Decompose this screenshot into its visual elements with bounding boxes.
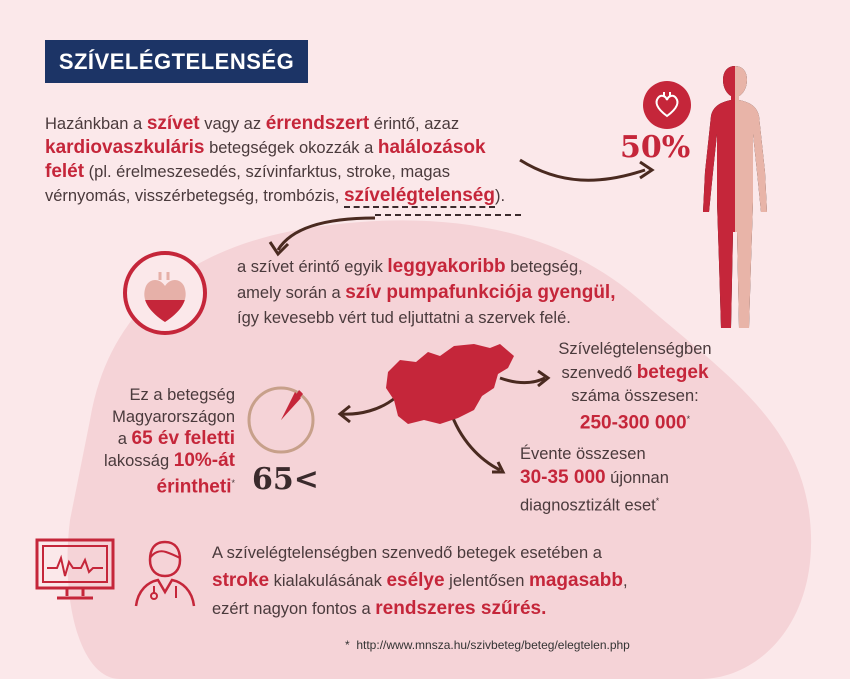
age-label: 65< xyxy=(252,462,319,497)
footnote-star: * xyxy=(345,638,350,652)
definition-text: a szívet érintő egyik leggyakoribb betegség, amely során a szív pumpafunkciója gyengül, így kevesebb vért tud eljuttatni a szervek felé. xyxy=(237,256,616,327)
hungary-map-icon xyxy=(378,338,518,430)
footnote-url[interactable]: http://www.mnsza.hu/szivbeteg/beteg/elegtelen.php xyxy=(356,638,630,652)
half-filled-heart-icon xyxy=(120,248,210,338)
yearly-text: Évente összesen 30-35 000 újonnan diagnosztizált eset* xyxy=(520,445,669,515)
heart-icon xyxy=(642,80,692,130)
monitor-ecg-icon xyxy=(35,538,115,604)
clock-pie-icon xyxy=(245,384,317,456)
age-text: Ez a betegség Magyarországon a 65 év feletti lakosság 10%-át érintheti* xyxy=(104,386,235,498)
footnote xyxy=(345,638,630,652)
doctor-icon xyxy=(130,536,200,608)
intro-text: Hazánkban a szívet vagy az érrendszert érintő, azaz kardiovaszkuláris betegségek okozzák a halálozások felét (pl. érelmeszesedés, szívinfarktus, stroke, magas vérnyomás, visszérbetegség, trombózis, szívelégtelenség). xyxy=(45,113,506,206)
page-title: SZÍVELÉGTELENSÉG xyxy=(45,40,308,83)
patients-text: Szívelégtelenségben szenvedő betegek száma összesen: 250-300 000* xyxy=(558,340,712,434)
stroke-text: A szívelégtelenségben szenvedő betegek esetében a stroke kialakulásának esélye jelentősen magasabb, ezért nagyon fontos a rendszeres szűrés. xyxy=(212,544,628,619)
percent-value: 50% xyxy=(620,130,691,165)
body-silhouette-icon xyxy=(695,62,775,334)
